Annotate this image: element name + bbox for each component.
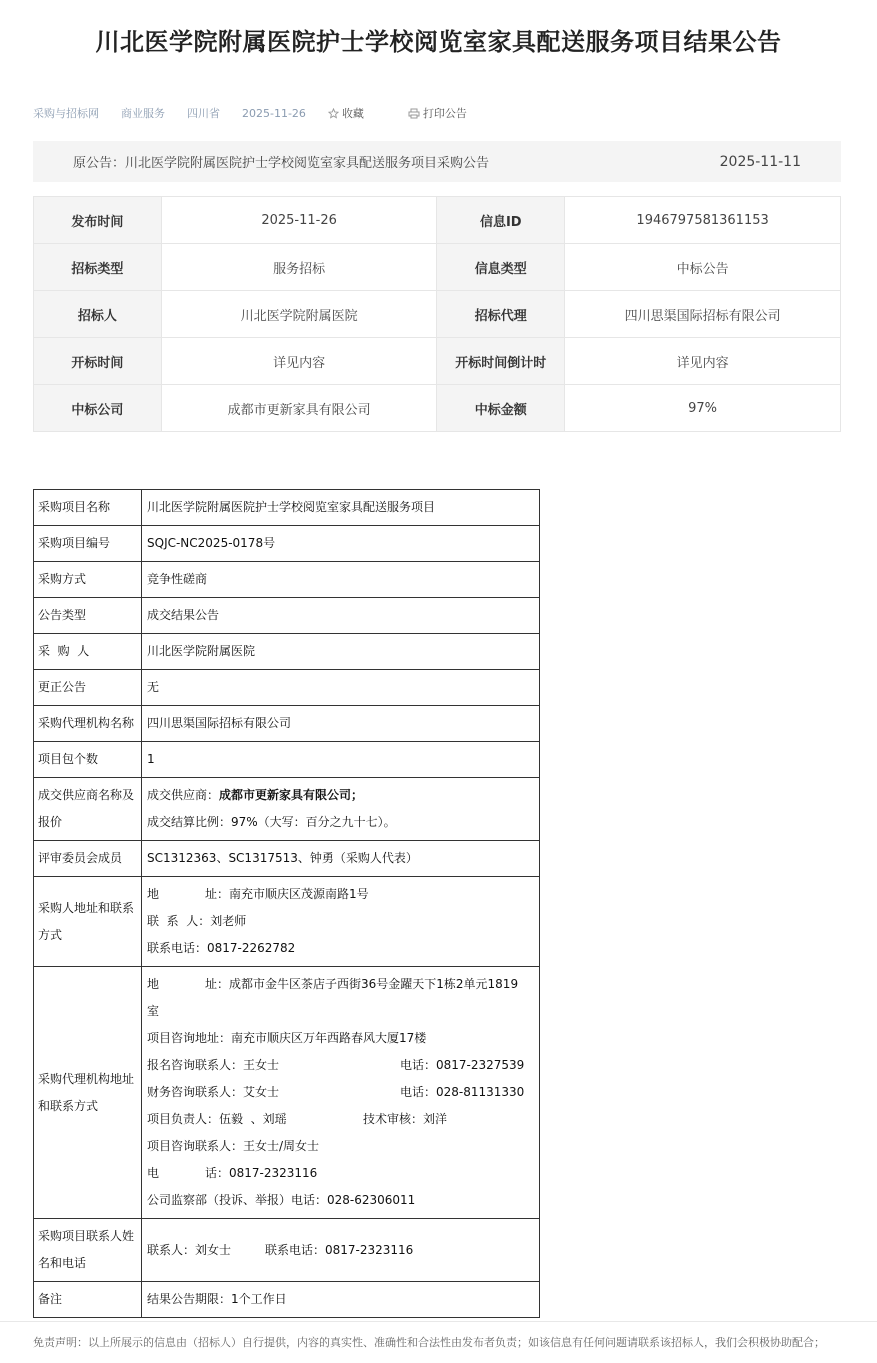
info-value: 97% [565,385,841,432]
info-value: 详见内容 [161,338,437,385]
detail-value: 1 [142,742,540,778]
consult-contact: 项目咨询联系人：王女士/周女士 [147,1139,320,1153]
source-link[interactable]: 采购与招标网 [33,107,99,120]
address-label: 地 [147,887,160,901]
info-value: 川北医学院附属医院 [161,291,437,338]
detail-row [34,634,540,670]
star-icon [328,108,339,119]
finance-line [147,1079,535,1106]
detail-value: 无 [142,670,540,706]
info-key: 开标时间倒计时 [437,338,565,385]
supplier-line [147,782,535,809]
address-text: 址：南充市顺庆区茂源南路1号 [205,887,369,901]
detail-row [34,1219,540,1282]
detail-key: 评审委员会成员 [34,841,142,877]
project-contact: 联系人：刘女士 [147,1242,232,1257]
agency-tel [147,1160,535,1187]
supplier-name: 成都市更新家具有限公司； [219,788,364,802]
printer-icon [408,108,420,119]
detail-row [34,877,540,967]
detail-key: 项目包个数 [34,742,142,778]
purchaser-address [147,881,535,908]
info-value: 中标公告 [565,244,841,291]
favorite-label: 收藏 [341,107,364,120]
info-key: 开标时间 [34,338,162,385]
detail-row [34,706,540,742]
info-key: 信息ID [437,197,565,244]
region-link[interactable]: 四川省 [187,107,220,120]
signup-phone: 电话：0817-2327539 [400,1058,525,1072]
info-row [34,385,841,432]
detail-value: 结果公告期限：1个工作日 [142,1282,540,1318]
detail-row [34,562,540,598]
tech-review: 技术审核：刘洋 [363,1112,448,1126]
detail-value [142,967,540,1219]
print-label: 打印公告 [422,107,467,120]
detail-row [34,490,540,526]
detail-key: 采购项目名称 [34,490,142,526]
signup-line [147,1052,535,1079]
detail-value: 川北医学院附属医院 [142,634,540,670]
info-value: 四川思渠国际招标有限公司 [565,291,841,338]
disclaimer: 免责声明：以上所展示的信息由（招标人）自行提供，内容的真实性、准确性和合法性由发布者负责；如该信息有任何问题请联系该招标人，我们会积极协助配合； [0,1321,877,1363]
publish-date: 2025-11-26 [242,106,306,120]
address-label: 地 [147,977,160,991]
detail-key: 采购人地址和联系方式 [34,877,142,967]
supplier-prefix: 成交供应商： [147,788,220,802]
detail-row [34,526,540,562]
detail-key: 更正公告 [34,670,142,706]
detail-value: 川北医学院附属医院护士学校阅览室家具配送服务项目 [142,490,540,526]
detail-key: 备注 [34,1282,142,1318]
manager-line [147,1106,535,1133]
info-value: 成都市更新家具有限公司 [161,385,437,432]
detail-row [34,1282,540,1318]
info-table [33,196,841,432]
info-row [34,244,841,291]
info-value: 1946797581361153 [565,197,841,244]
category-link[interactable]: 商业服务 [121,107,165,120]
page-title: 川北医学院附属医院护士学校阅览室家具配送服务项目结果公告 [95,28,782,56]
detail-value: SC1312363、SC1317513、钟勇（采购人代表） [142,841,540,877]
detail-row [34,670,540,706]
project-phone: 联系电话：0817-2323116 [265,1242,414,1257]
supplier-ratio: 成交结算比例：97%（大写：百分之九十七）。 [147,815,396,829]
detail-table [33,489,540,1318]
finance-contact: 财务咨询联系人：艾女士 [147,1085,280,1099]
detail-row [34,841,540,877]
info-key: 中标公司 [34,385,162,432]
info-row [34,291,841,338]
original-notice-bar[interactable] [33,141,841,182]
purchaser-contact: 联 系 人：刘老师 [147,914,247,928]
original-notice-link[interactable]: 原公告：川北医学院附属医院护士学校阅览室家具配送服务项目采购公告 [73,156,490,171]
detail-key: 采购代理机构名称 [34,706,142,742]
signup-contact: 报名咨询联系人：王女士 [147,1058,280,1072]
meta-bar [33,104,511,122]
original-notice-date: 2025-11-11 [719,153,801,170]
detail-value: 竞争性磋商 [142,562,540,598]
detail-value: 成交结果公告 [142,598,540,634]
address-text: 址：成都市金牛区茶店子西街36号金躍天下1栋2单元1819 [205,977,519,991]
info-row [34,197,841,244]
detail-row [34,742,540,778]
finance-phone: 电话：028-81131330 [400,1085,525,1099]
info-value: 2025-11-26 [161,197,437,244]
print-button[interactable] [408,105,489,121]
tel-text: 话：0817-2323116 [205,1166,318,1180]
info-key: 中标金额 [437,385,565,432]
info-key: 招标人 [34,291,162,338]
purchaser-phone: 联系电话：0817-2262782 [147,941,296,955]
tel-label: 电 [147,1166,160,1180]
project-contact-line [147,1237,535,1264]
agency-address-cont: 室 [147,1004,160,1018]
supervision-phone: 公司监察部（投诉、举报）电话：028-62306011 [147,1193,416,1207]
favorite-button[interactable] [328,105,386,121]
detail-value [142,877,540,967]
detail-key: 采购方式 [34,562,142,598]
detail-value [142,778,540,841]
info-value: 详见内容 [565,338,841,385]
detail-key: 公告类型 [34,598,142,634]
project-manager: 项目负责人：伍毅 、刘瑶 [147,1112,287,1126]
info-key: 招标代理 [437,291,565,338]
agency-address [147,971,535,998]
detail-key: 采购项目编号 [34,526,142,562]
detail-key: 成交供应商名称及报价 [34,778,142,841]
detail-key: 采购代理机构地址和联系方式 [34,967,142,1219]
info-key: 信息类型 [437,244,565,291]
detail-row [34,778,540,841]
detail-value: 四川思渠国际招标有限公司 [142,706,540,742]
consult-address: 项目咨询地址：南充市顺庆区万年西路春风大厦17楼 [147,1031,427,1045]
detail-key: 采购项目联系人姓名和电话 [34,1219,142,1282]
detail-value: SQJC-NC2025-0178号 [142,526,540,562]
info-row [34,338,841,385]
info-value: 服务招标 [161,244,437,291]
detail-value [142,1219,540,1282]
detail-row [34,967,540,1219]
detail-key: 采 购 人 [34,634,142,670]
detail-row [34,598,540,634]
info-key: 发布时间 [34,197,162,244]
info-key: 招标类型 [34,244,162,291]
